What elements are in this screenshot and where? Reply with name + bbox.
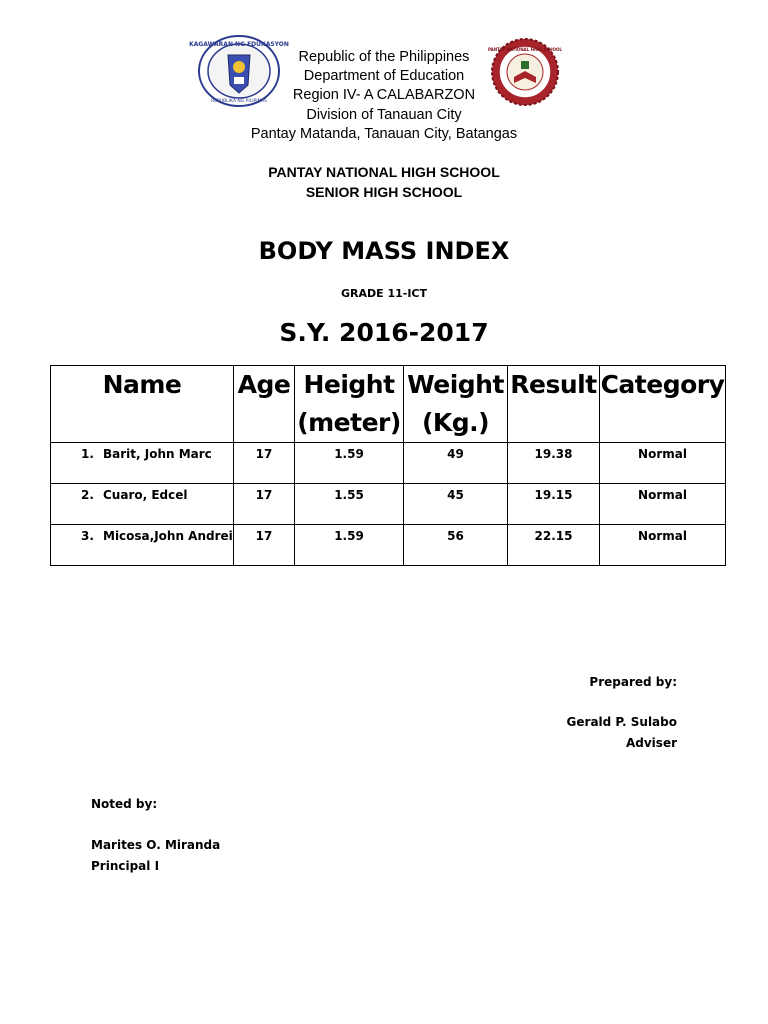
header-weight-line1: Weight (407, 370, 504, 399)
school-name: PANTAY NATIONAL HIGH SCHOOL (268, 164, 500, 180)
student-name: Barit, John Marc (103, 447, 212, 461)
cell-weight: 56 (404, 525, 508, 566)
noted-by-title: Principal I (91, 859, 160, 873)
noted-by-name: Marites O. Miranda (91, 838, 221, 852)
table-row (51, 443, 726, 484)
grade-label: GRADE 11-ICT (340, 287, 428, 300)
right-seal-text: PANTAY NATIONAL HIGH SCHOOL (488, 47, 562, 52)
header-category: Category (600, 366, 726, 443)
header-height-line2: (meter) (297, 408, 401, 437)
left-seal-text: KAGAWARAN NG EDUKASYON (189, 41, 289, 48)
cell-height: 1.59 (295, 443, 404, 484)
student-name: Micosa,John Andrei (103, 529, 233, 543)
row-number: 1. (81, 447, 94, 461)
cell-category: Normal (600, 443, 726, 484)
cell-result: 19.15 (508, 484, 600, 525)
cell-result: 22.15 (508, 525, 600, 566)
cell-category: Normal (600, 484, 726, 525)
cell-age: 17 (234, 443, 295, 484)
cell-name (51, 525, 234, 566)
cell-category: Normal (600, 525, 726, 566)
row-number: 2. (81, 488, 94, 502)
header-age: Age (234, 366, 295, 443)
header-weight (404, 366, 508, 443)
noted-by-label: Noted by: (91, 797, 158, 811)
bmi-table (50, 365, 726, 566)
table-header-row (51, 366, 726, 443)
cell-height: 1.59 (295, 525, 404, 566)
cell-weight: 45 (404, 484, 508, 525)
left-seal-subtext: REPUBLIKA NG PILIPINAS (211, 99, 267, 104)
prepared-by-title: Adviser (625, 736, 677, 750)
prepared-by-name: Gerald P. Sulabo (566, 715, 677, 729)
student-name: Cuaro, Edcel (103, 488, 188, 502)
cell-name (51, 484, 234, 525)
cell-height: 1.55 (295, 484, 404, 525)
header-height (295, 366, 404, 443)
cell-weight: 49 (404, 443, 508, 484)
header-region: Region IV- A CALABARZON (292, 87, 476, 103)
header-name: Name (51, 366, 234, 443)
header-department: Department of Education (303, 68, 465, 84)
header-address: Pantay Matanda, Tanauan City, Batangas (250, 126, 518, 142)
row-number: 3. (81, 529, 94, 543)
school-department: SENIOR HIGH SCHOOL (305, 184, 463, 200)
header-height-line1: Height (303, 370, 395, 399)
header-result: Result (508, 366, 600, 443)
document-title: BODY MASS INDEX (258, 237, 510, 265)
table-row (51, 525, 726, 566)
header-republic: Republic of the Philippines (298, 49, 470, 65)
cell-age: 17 (234, 525, 295, 566)
school-year: S.Y. 2016-2017 (279, 318, 489, 347)
table-row (51, 484, 726, 525)
prepared-by-label: Prepared by: (589, 675, 677, 689)
cell-result: 19.38 (508, 443, 600, 484)
cell-age: 17 (234, 484, 295, 525)
cell-name (51, 443, 234, 484)
header-weight-line2: (Kg.) (421, 408, 490, 437)
header-division: Division of Tanauan City (306, 107, 462, 123)
